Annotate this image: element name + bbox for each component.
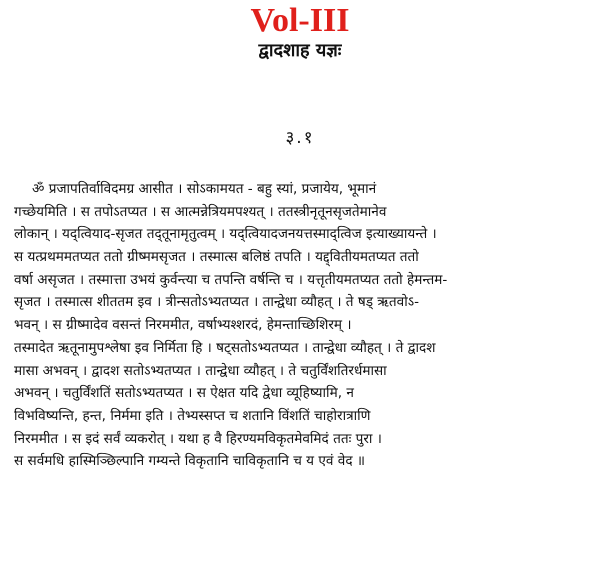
section-number: ३.१ bbox=[285, 128, 315, 148]
paragraph-line: भवन् । स ग्रीष्मादेव वसन्तं निरममीत, वर्षाभ्यश्शरदं, हेमन्ताच्छिशिरम् । bbox=[14, 317, 352, 334]
paragraph-line: अभवन् । चतुर्विंशतिं सतोऽभ्यतप्यत । स ऐक्षत यदि द्वेधा व्यूहिष्यामि, न bbox=[14, 385, 354, 402]
paragraph-line: स यत्प्रथममतप्यत ततो ग्रीष्ममसृजत । तस्मात्स बलिष्ठं तपति । यद्द्वितीयमतप्यत ततो bbox=[14, 249, 419, 266]
paragraph-line: वर्षा असृजत । तस्मात्ता उभयं कुर्वन्त्या च तपन्ति वर्षन्ति च । यत्तृतीयमतप्यत ततो हेमन्तम- bbox=[14, 271, 448, 288]
sanskrit-paragraph bbox=[14, 178, 594, 473]
paragraph-line: मासा अभवन् । द्वादश सतोऽभ्यतप्यत । तान्द्वेधा व्यौहत् । ते चतुर्विंशतिरर्धमासा bbox=[14, 362, 387, 379]
paragraph-line: स सर्वमधि हास्मिञ्छिल्पानि गम्यन्ते विकृतानि चाविकृतानि च य एवं वेद ॥ bbox=[14, 453, 365, 470]
paragraph-line: विभविष्यन्ति, हन्त, निर्ममा इति । तेभ्यस्सप्त च शतानि विंशतिं चाहोरात्राणि bbox=[14, 407, 371, 424]
paragraph-line: गच्छेयमिति । स तपोऽतप्यत । स आत्मन्नेत्रियमपश्यत् । ततस्त्रीनृतूनसृजतेमानेव bbox=[14, 203, 387, 220]
chapter-subtitle: द्वादशाह यज्ञः bbox=[258, 40, 342, 61]
paragraph-line: ॐ प्रजापतिर्वाविदमग्र आसीत । सोऽकामयत - बहु स्यां, प्रजायेय, भूमानं bbox=[32, 181, 377, 197]
volume-title: Vol-III bbox=[250, 2, 350, 39]
paragraph-line: सृजत । तस्मात्स शीततम इव । त्रीन्सतोऽभ्यतप्यत । तान्द्वेधा व्यौहत् । ते षड् ऋतवोऽ- bbox=[14, 294, 419, 311]
paragraph-line: तस्मादेत ऋतूनामुपश्लेषा इव निर्मिता हि । षट्सतोऽभ्यतप्यत । तान्द्वेधा व्यौहत् । ते द्वादश bbox=[14, 339, 436, 356]
paragraph-line: निरममीत । स इदं सर्वं व्यकरोत् । यथा ह वै हिरण्यमविकृतमेवमिदं ततः पुरा । bbox=[14, 430, 382, 447]
paragraph-line: लोकान् । यद्त्वियाद-सृजत तद्तूनामृतुत्वम् । यद्त्वियादजनयत्तस्माद्त्विज इत्याख्यायन्ते । bbox=[14, 226, 437, 243]
